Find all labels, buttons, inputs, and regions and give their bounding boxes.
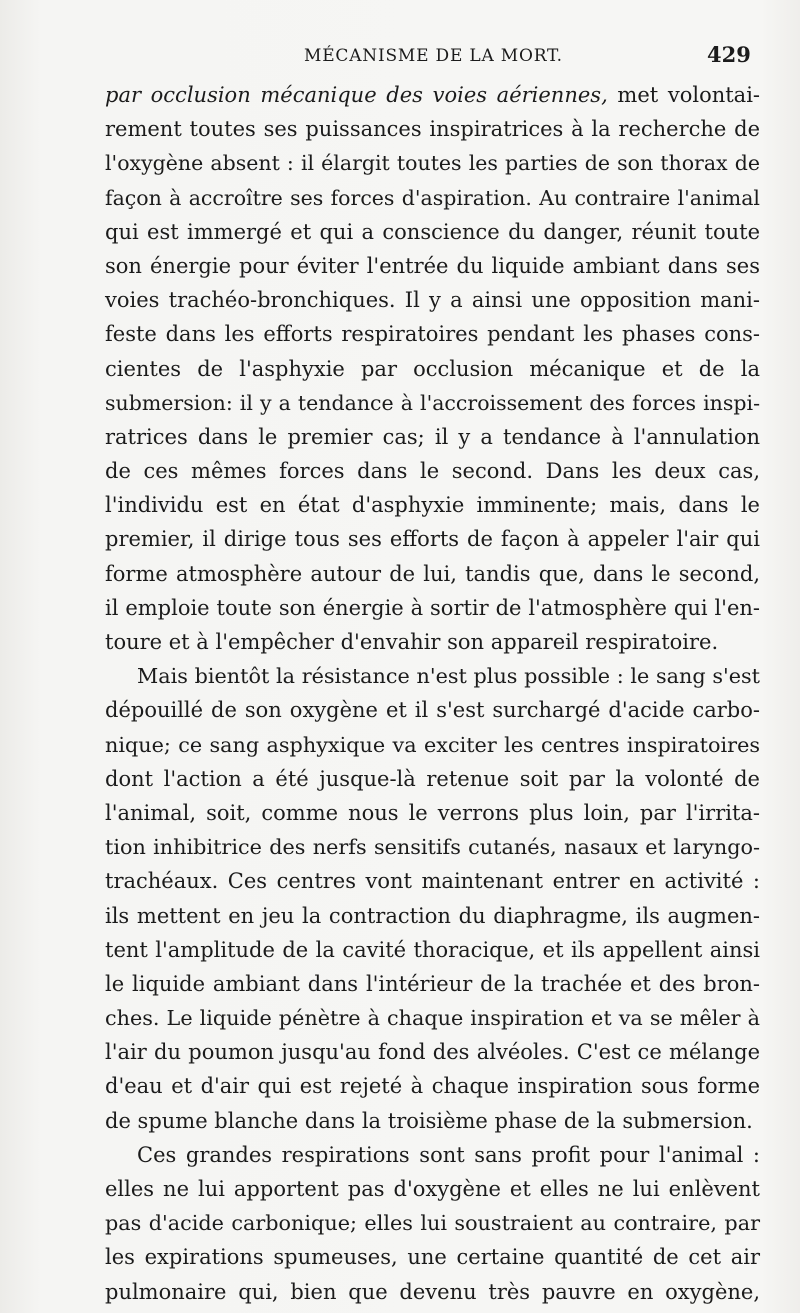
line-text: trachéaux. Ces centres vont maintenant entrer en activité :	[105, 869, 760, 894]
line-text: cientes de l'asphyxie par occlusion mécanique et de la	[105, 356, 760, 381]
text-line	[105, 420, 760, 454]
text-line	[105, 728, 760, 762]
text-line	[105, 693, 760, 727]
text-line	[105, 762, 760, 796]
text-line	[105, 1069, 760, 1103]
line-text: Ces grandes respirations sont sans profit pour l'animal :	[137, 1142, 760, 1167]
line-text: Mais bientôt la résistance n'est plus possible : le sang s'est	[137, 664, 760, 689]
line-text: de spume blanche dans la troisième phase de la submersion.	[105, 1108, 753, 1133]
line-text: ils mettent en jeu la contraction du diaphragme, ils augmen-	[105, 903, 760, 928]
page-number: 429	[707, 42, 751, 67]
text-line	[105, 352, 760, 386]
line-text: pulmonaire qui, bien que devenu très pauvre en oxygène,	[105, 1279, 760, 1304]
line-text: ratrices dans le premier cas; il y a tendance à l'annulation	[105, 424, 760, 449]
line-text: l'animal, soit, comme nous le verrons plus loin, par l'irrita-	[105, 800, 760, 825]
text-line	[105, 1206, 760, 1240]
text-line	[105, 181, 760, 215]
text-line	[105, 659, 760, 693]
text-body	[105, 78, 760, 1309]
line-text: toure et à l'empêcher d'envahir son appareil respiratoire.	[105, 630, 719, 654]
line-text: dépouillé de son oxygène et il s'est surchargé d'acide carbo-	[105, 698, 760, 723]
line-text: forme atmosphère autour de lui, tandis que, dans le second,	[105, 561, 760, 586]
text-line	[105, 1172, 760, 1206]
text-line	[105, 454, 760, 488]
line-text: nique; ce sang asphyxique va exciter les centres inspiratoires	[105, 732, 760, 757]
text-line	[105, 522, 760, 556]
line-text: elles ne lui apportent pas d'oxygène et elles ne lui enlèvent	[105, 1177, 760, 1201]
text-line	[105, 830, 760, 864]
line-text: submersion: il y a tendance à l'accroissement des forces inspi-	[105, 390, 760, 415]
text-line	[105, 796, 760, 830]
line-text: l'individu est en état d'asphyxie imminente; mais, dans le	[105, 493, 760, 518]
text-line	[105, 1104, 760, 1138]
text-line	[105, 591, 760, 625]
running-head	[0, 36, 800, 76]
line-text: tion inhibitrice des nerfs sensitifs cutanés, nasaux et laryngo-	[105, 835, 760, 860]
line-text: qui est immergé et qui a conscience du danger, réunit toute	[105, 219, 760, 244]
text-line	[105, 249, 760, 283]
line-text: met volontai-	[607, 83, 761, 107]
text-line	[105, 1240, 760, 1274]
line-text: le liquide ambiant dans l'intérieur de la trachée et des bron-	[105, 971, 760, 996]
text-line	[105, 215, 760, 249]
line-text: premier, il dirige tous ses efforts de façon à appeler l'air qui	[105, 527, 760, 552]
line-text: dont l'action a été jusque-là retenue soit par la volonté de	[105, 766, 760, 791]
line-text: d'eau et d'air qui est rejeté à chaque inspiration sous forme	[105, 1074, 760, 1099]
line-text: tent l'amplitude de la cavité thoracique, et ils appellent ainsi	[105, 937, 760, 962]
line-text: voies trachéo-bronchiques. Il y a ainsi une opposition mani-	[105, 288, 760, 313]
text-line	[105, 146, 760, 180]
line-text: pas d'acide carbonique; elles lui soustraient au contraire, par	[105, 1211, 760, 1236]
line-text: les expirations spumeuses, une certaine quantité de cet air	[105, 1245, 760, 1270]
text-line	[105, 283, 760, 317]
text-line	[105, 933, 760, 967]
line-text: son énergie pour éviter l'entrée du liquide ambiant dans ses	[105, 253, 760, 278]
text-line	[105, 967, 760, 1001]
text-line	[105, 1035, 760, 1069]
text-line	[105, 78, 760, 112]
running-title: MÉCANISME DE LA MORT.	[304, 46, 563, 66]
text-line	[105, 864, 760, 898]
text-line	[105, 557, 760, 591]
line-text: l'air du poumon jusqu'au fond des alvéoles. C'est ce mélange	[105, 1040, 760, 1065]
line-text: façon à accroître ses forces d'aspiration. Au contraire l'animal	[105, 185, 760, 210]
text-line	[105, 1275, 760, 1309]
text-line	[105, 625, 760, 659]
line-text: de ces mêmes forces dans le second. Dans les deux cas,	[105, 459, 760, 484]
text-line	[105, 1001, 760, 1035]
line-text: il emploie toute son énergie à sortir de l'atmosphère qui l'en-	[105, 595, 760, 620]
text-line	[105, 1138, 760, 1172]
text-line	[105, 386, 760, 420]
line-text: l'oxygène absent : il élargit toutes les parties de son thorax de	[105, 151, 760, 176]
text-line	[105, 112, 760, 146]
line-text: ches. Le liquide pénètre à chaque inspiration et va se mêler à	[105, 1006, 760, 1031]
text-line	[105, 899, 760, 933]
italic-phrase: par occlusion mécanique des voies aériennes,	[105, 83, 608, 107]
line-text: rement toutes ses puissances inspiratrices à la recherche de	[105, 117, 760, 142]
text-line	[105, 488, 760, 522]
line-text: feste dans les efforts respiratoires pendant les phases cons-	[105, 322, 760, 347]
text-line	[105, 317, 760, 351]
